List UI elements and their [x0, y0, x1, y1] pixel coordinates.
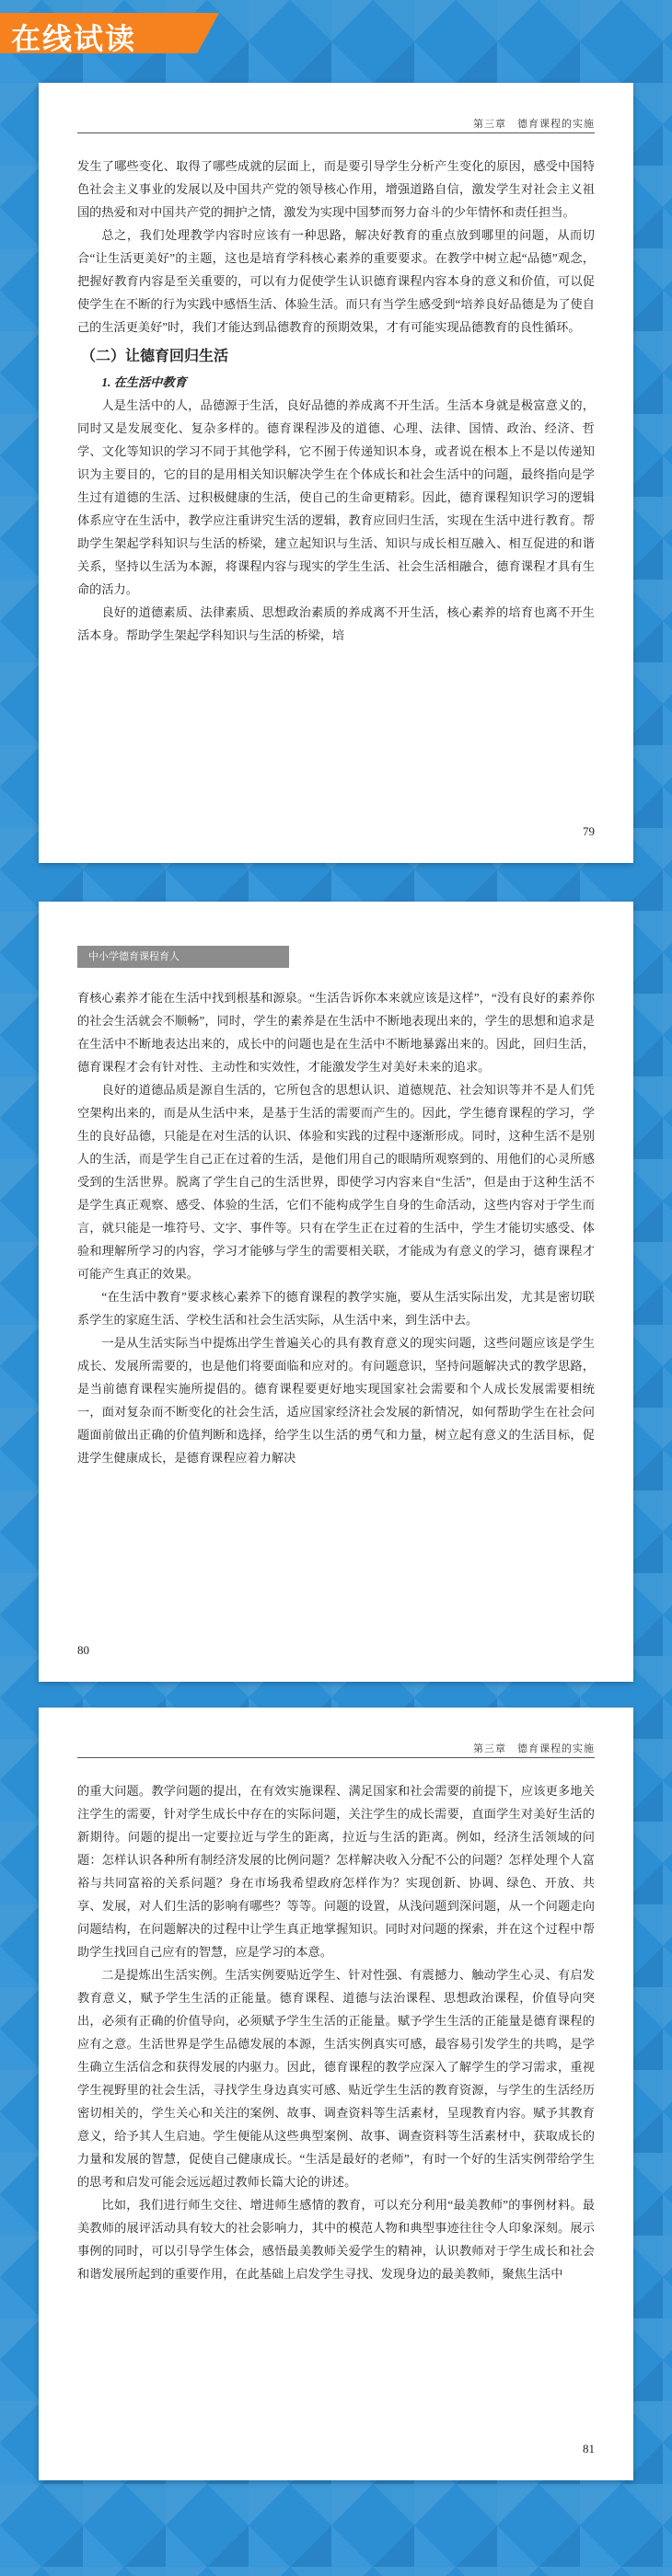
book-page-80	[39, 902, 633, 1682]
running-head: 中小学德育课程育人	[77, 946, 289, 968]
header-rule	[77, 132, 595, 133]
book-page-81	[39, 1708, 633, 2480]
paragraph: 发生了哪些变化、取得了哪些成就的层面上，而是要引导学生分析产生变化的原因，感受中国特色社会主义事业的发展以及中国共产党的领导核心作用，增强道路自信，激发学生对社会主义祖国的热爱和对中国共产党的拥护之情，激发为实现中国梦而努力奋斗的少年情怀和责任担当。	[77, 159, 595, 219]
running-head: 第三章 德育课程的实施	[473, 1742, 595, 1754]
paragraph: 良好的道德素质、法律素质、思想政治素质的养成离不开生活，核心素养的培育也离不开生活本身。帮助学生架起学科知识与生活的桥梁，培	[77, 605, 595, 642]
paragraph: 的重大问题。教学问题的提出，在有效实施课程、满足国家和社会需要的前提下，应该更多地关注学生的需要，针对学生成长中存在的实际问题，关注学生的成长需要，直面学生对美好生活的新期待。问题的提出一定要拉近与学生的距离，拉近与生活的距离。例如，经济生活领域的问题：怎样认识各种所有制经济发展的比例问题？怎样解决收入分配不公的问题？怎样处理个人富裕与共同富裕的关系问题？身在市场我希望政府怎样作为？实现创新、协调、绿色、开放、共享、发展，对人们生活的影响有哪些？等等。问题的设置，从浅问题到深问题，从一个问题走向问题结构，在问题解决的过程中让学生真正地掌握知识。同时对问题的探索，并在这个过程中帮助学生找回自己应有的智慧，应是学习的本意。	[77, 1784, 595, 1959]
running-head: 第三章 德育课程的实施	[473, 118, 595, 130]
paragraph: 二是提炼出生活实例。生活实例要贴近学生、针对性强、有震撼力、触动学生心灵、有启发教育意义，赋予学生生活的正能量。德育课程、道德与法治课程、思想政治课程，价值导向突出，必须有正确的价值导向，必须赋予学生生活的正能量。赋予学生生活的正能量是德育课程的应有之意。生活世界是学生品德发展的本源，生活实例真实可感，最容易引发学生的共鸣，是学生确立生活信念和获得发展的内驱力。因此，德育课程的教学应深入了解学生的学习需求，重视学生视野里的社会生活，寻找学生身边真实可感、贴近学生生活的教育资源，与学生的生活经历密切相关的，学生关心和关注的案例、故事、调查资料等生活素材，呈现教育内容。赋予其教育意义，给予其人生启迪。学生便能从这些典型案例、故事、调查资料等生活素材中，获取成长的力量和发展的智慧，促使自己健康成长。“生活是最好的老师”，有时一个好的生活实例带给学生的思考和启发可能会远远超过教师长篇大论的讲述。	[77, 1968, 595, 2189]
page-body	[77, 1779, 595, 2285]
header-rule	[77, 1757, 595, 1758]
paragraph: 良好的道德品质是源自生活的，它所包含的思想认识、道德规范、社会知识等并不是人们凭空架构出来的，而是从生活中来，是基于生活的需要而产生的。因此，学生德育课程的学习，学生的良好品德，只能是在对生活的认识、体验和实践的过程中逐渐形成。同时，这种生活不是别人的生活，而是学生自己正在过着的生活，是他们用自己的眼睛所观察到的、用他们的心灵所感受到的生活世界。脱离了学生自己的生活世界，即使学习内容来自“生活”，但是由于这种生活不是学生真正观察、感受、体验的生活，它们不能构成学生自身的生命活动，这些内容对于学生而言，就只能是一堆符号、文字、事件等。只有在学生正在过着的生活中，学生才能切实感受、体验和理解所学习的内容，学习才能够与学生的需要相关联，才能成为有意义的学习，德育课程才可能产生真正的效果。	[77, 1083, 595, 1281]
paragraph: 总之，我们处理教学内容时应该有一种思路，解决好教育的重点放到哪里的问题，从而切合“让生活更美好”的主题，这也是培育学科核心素养的重要要求。在教学中树立起“品德”观念，把握好教育内容是至关重要的，可以有力促使学生认识德育课程内容本身的意义和价值，可以促使学生在不断的行为实践中感悟生活、体验生活。而只有当学生感受到“培养良好品德是为了使自己的生活更美好”时，我们才能达到品德教育的预期效果，才有可能实现品德教育的良性循环。	[77, 228, 595, 334]
paragraph: 人是生活中的人，品德源于生活，良好品德的养成离不开生活。生活本身就是极富意义的，同时又是发展变化、复杂多样的。德育课程涉及的道德、心理、法律、国情、政治、经济、哲学、文化等知识的学习不同于其他学科，它不囿于传递知识本身，或者说在根本上不是以传递知识为主要目的，它的目的是用相关知识解决学生在个体成长和社会生活中的问题，最终指向是学生过有道德的生活、过积极健康的生活，使自己的生命更精彩。因此，德育课程知识学习的逻辑体系应守在生活中，教学应注重讲究生活的逻辑，教育应回归生活，实现在生活中进行教育。帮助学生架起学科知识与生活的桥梁，建立起知识与生活、知识与成长相互融入、相互促进的和谐关系，坚持以生活为本源，将课程内容与现实的学生生活、社会生活相融合，德育课程才具有生命的活力。	[77, 398, 595, 596]
subsection-heading: 1. 在生活中教育	[101, 375, 187, 389]
page-number: 81	[583, 2442, 595, 2455]
page-body	[77, 155, 595, 647]
page-number: 80	[77, 1643, 89, 1657]
section-heading: （二）让德育回归生活	[81, 347, 229, 364]
paragraph: 一是从生活实际当中提炼出学生普遍关心的具有教育意义的现实问题，这些问题应该是学生成长、发展所需要的，也是他们将要面临和应对的。有问题意识，坚持问题解决式的教学思路，是当前德育课程实施所提倡的。德育课程要更好地实现国家社会需要和个人成长发展需要相统一，面对复杂而不断变化的社会生活，适应国家经济社会发展的新情况，如何帮助学生在社会问题面前做出正确的价值判断和选择，给学生以生活的勇气和力量，树立起有意义的生活目标，促进学生健康成长，是德育课程应着力解决	[77, 1336, 595, 1465]
page-body	[77, 986, 595, 1469]
page-number: 79	[583, 824, 595, 838]
paragraph: “在生活中教育”要求核心素养下的德育课程的教学实施，要从生活实际出发，尤其是密切联系学生的家庭生活、学校生活和社会生活实际，从生活中来，到生活中去。	[77, 1290, 595, 1327]
header-title: 在线试读	[11, 21, 137, 56]
paragraph: 育核心素养才能在生活中找到根基和源泉。“生活告诉你本来就应该是这样”，“没有良好的素养你的社会生活就会不顺畅”，同时，学生的素养是在生活中不断地表现出来的，学生的思想和追求是在生活中不断地表达出来的，成长中的问题也是在生活中不断地暴露出来的。因此，回归生活，德育课程才会有针对性、主动性和实效性，才能激发学生对美好未来的追求。	[77, 991, 595, 1074]
paragraph: 比如，我们进行师生交往、增进师生感情的教育，可以充分利用“最美教师”的事例材料。最美教师的展评活动具有较大的社会影响力，其中的模范人物和典型事迹往往令人印象深刻。展示事例的同时，可以引导学生体会，感悟最美教师关爱学生的精神，认识教师对于学生成长和社会和谐发展所起到的重要作用，在此基础上启发学生寻找、发现身边的最美教师，聚焦生活中	[77, 2198, 595, 2281]
book-page-79	[39, 83, 633, 863]
